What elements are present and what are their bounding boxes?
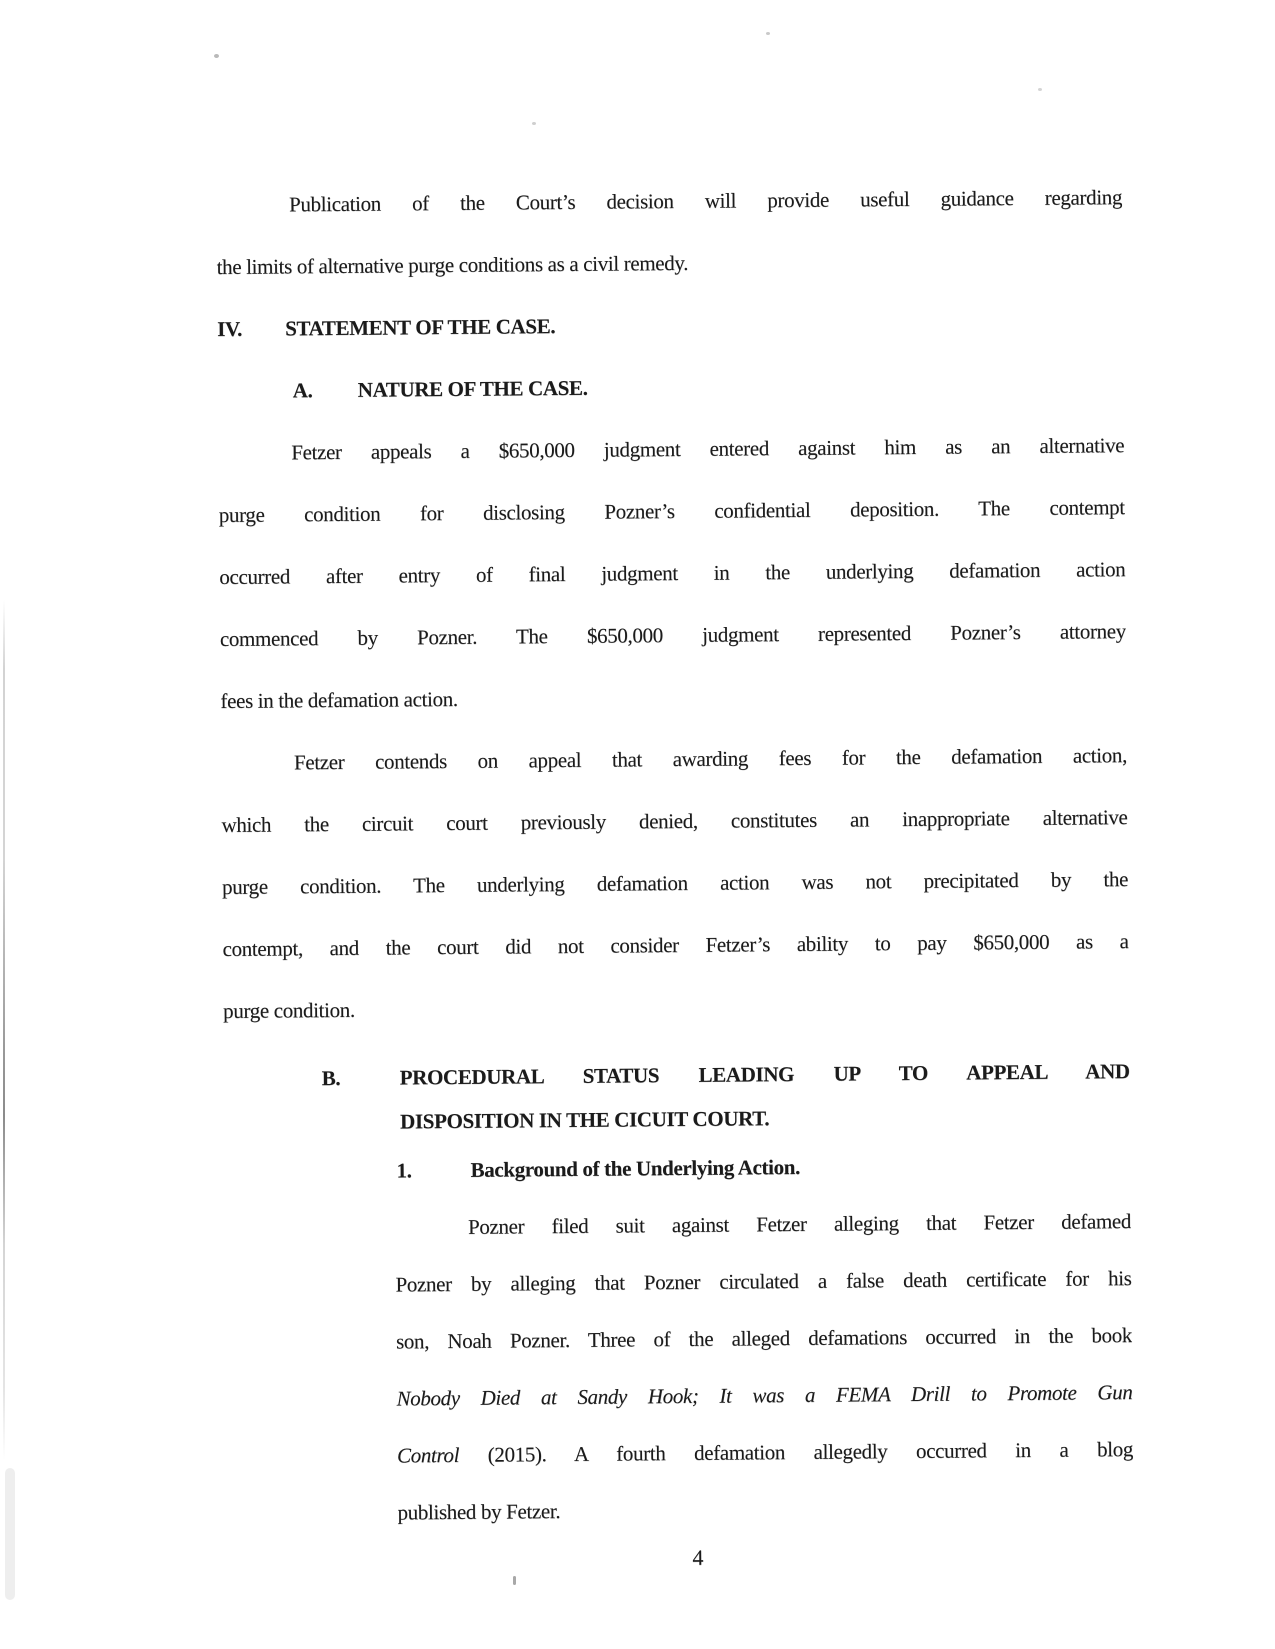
- paragraph-nature-2: [221, 724, 1130, 1042]
- subsection-heading-a: [292, 352, 1124, 421]
- subsubsection-title: Background of the Underlying Action.: [470, 1154, 801, 1182]
- document-body: [216, 166, 1134, 1590]
- paragraph-line: which the circuit court previously denied, constitutes an inappropriate alternative: [221, 805, 1128, 838]
- paragraph-line-book-title: Nobody Died at Sandy Hook; It was a FEMA Drill to Promote Gun: [396, 1380, 1133, 1411]
- paragraph-line: the limits of alternative purge conditions as a civil remedy.: [216, 250, 689, 280]
- paragraph-line: Fetzer contends on appeal that awarding fees for the defamation action,: [293, 743, 1128, 775]
- subsection-title-line: PROCEDURAL STATUS LEADING UP TO APPEAL AND: [399, 1059, 1130, 1090]
- scan-speck: [214, 54, 219, 58]
- paragraph-line: occurred after entry of final judgment in the underlying defamation action: [219, 557, 1126, 590]
- paragraph-line: commenced by Pozner. The $650,000 judgment represented Pozner’s attorney: [219, 619, 1126, 652]
- paragraph-line: Fetzer appeals a $650,000 judgment entered against him as an alternative: [291, 433, 1125, 465]
- paragraph-intro: [216, 166, 1123, 298]
- subsection-number: A.: [292, 378, 313, 403]
- paragraph-text-fragment: (2015). A fourth defamation allegedly occurred in a blog: [459, 1437, 1134, 1467]
- section-heading-iv: [217, 290, 1124, 360]
- subsection-title: [399, 1042, 1130, 1136]
- page-number: 4: [692, 1544, 704, 1570]
- paragraph-line: [397, 1421, 1133, 1484]
- paragraph-line: fees in the defamation action.: [220, 686, 458, 714]
- paragraph-line: Pozner filed suit against Fetzer alleging that Fetzer defamed: [467, 1209, 1132, 1239]
- paragraph-line: purge condition.: [223, 997, 355, 1023]
- scan-edge-line: [3, 600, 5, 1460]
- scan-speck: [766, 32, 770, 35]
- paragraph-line: son, Noah Pozner. Three of the alleged defamations occurred in the book: [395, 1323, 1133, 1354]
- section-title: STATEMENT OF THE CASE.: [285, 314, 556, 341]
- subsection-title: NATURE OF THE CASE.: [357, 375, 588, 402]
- subsubsection-number: 1.: [396, 1158, 412, 1183]
- subsection-number: B.: [321, 1065, 341, 1091]
- paragraph-line: contempt, and the court did not consider Fetzer’s ability to pay $650,000 as a: [222, 929, 1129, 961]
- scan-edge-smudge: [5, 1468, 15, 1600]
- paragraph-nature-1: [218, 414, 1127, 732]
- paragraph-background: [395, 1193, 1134, 1541]
- section-number: IV.: [217, 316, 243, 342]
- scan-speck: [1038, 88, 1042, 91]
- subsection-heading-b: [321, 1042, 1130, 1151]
- paragraph-line: published by Fetzer.: [397, 1499, 561, 1525]
- subsection-title-line: DISPOSITION IN THE CICUIT COURT.: [399, 1106, 770, 1134]
- paragraph-line: Pozner by alleging that Pozner circulated a false death certificate for his: [395, 1266, 1132, 1297]
- subsubsection-heading-1: [396, 1136, 1130, 1199]
- paragraph-line: purge condition. The underlying defamation action was not precipitated by the: [221, 867, 1129, 899]
- paragraph-line: purge condition for disclosing Pozner’s confidential deposition. The contempt: [218, 495, 1125, 528]
- book-title-fragment: Control: [396, 1442, 460, 1468]
- paragraph-line: Publication of the Court’s decision will provide useful guidance regarding: [288, 185, 1123, 217]
- scan-speck: [532, 122, 536, 125]
